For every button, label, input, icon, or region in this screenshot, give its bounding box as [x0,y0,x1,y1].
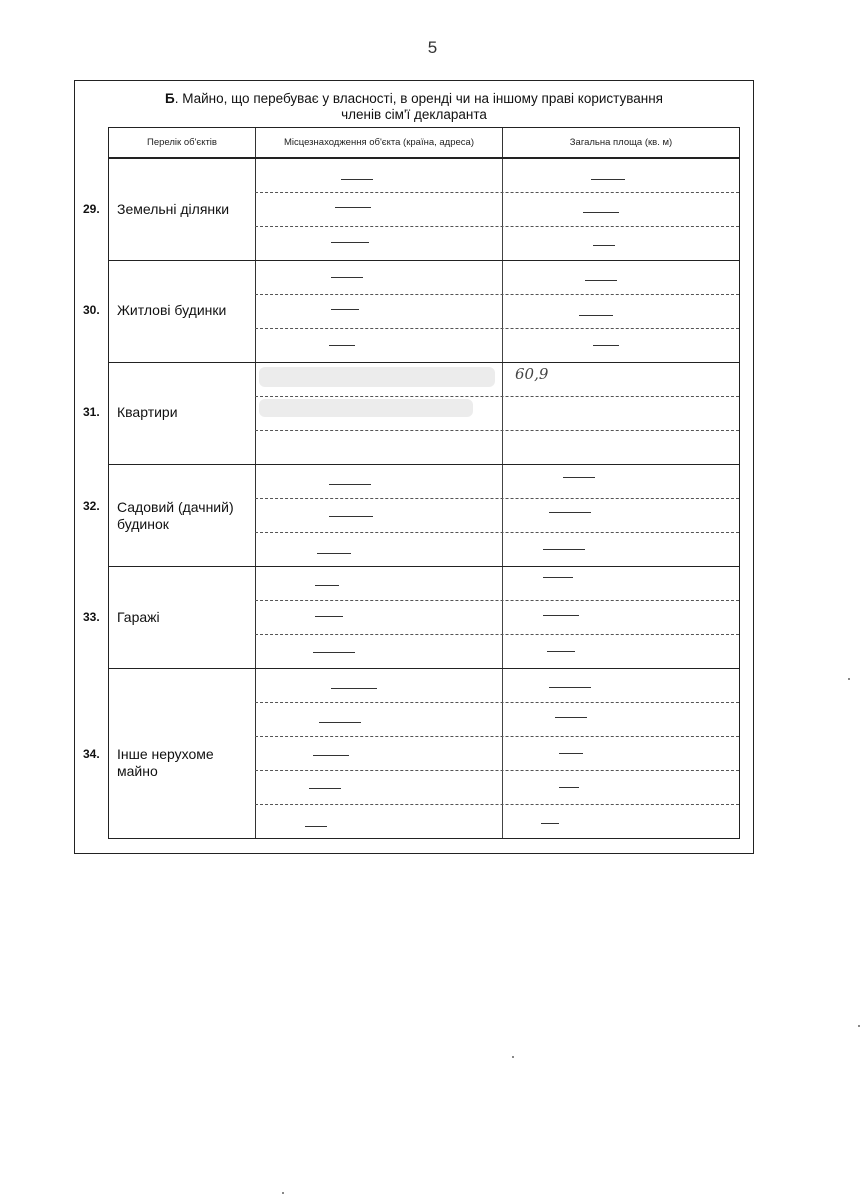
row-number: 31. [83,405,100,419]
section-title [74,91,754,123]
row-number: 30. [83,303,100,317]
table-row [83,464,739,566]
table-row [83,566,739,668]
section-letter: Б [164,91,175,106]
row-number: 29. [83,202,100,216]
table-header [108,127,740,158]
row-number: 32. [83,499,100,513]
row-label: Житлові будинки [117,302,227,318]
header-location: Місцезнаходження об'єкта (країна, адреса) [284,137,474,148]
area-value: 60,9 [515,365,549,383]
row-label: Гаражі [117,609,160,625]
row-label: Інше нерухоме майно [117,746,214,779]
row-label: Квартири [117,404,178,420]
table-row [83,362,739,464]
section-title-line2: членів сім'ї декларанта [341,107,487,122]
property-table [83,158,740,839]
page-number: 5 [427,38,438,57]
row-label: Земельні ділянки [117,201,230,217]
table-row [83,668,739,839]
row-number: 34. [83,747,100,761]
header-objects: Перелік об'єктів [147,137,217,148]
redacted-address [259,367,495,387]
redacted-address [259,399,473,417]
row-label: Садовий (дачний) будинок [117,499,234,532]
table-row [83,260,739,362]
section-title-line1: . Майно, що перебуває у власності, в оренді чи на іншому праві користування [174,91,663,106]
row-number: 33. [83,610,100,624]
header-area: Загальна площа (кв. м) [569,137,673,148]
table-row [83,158,739,260]
